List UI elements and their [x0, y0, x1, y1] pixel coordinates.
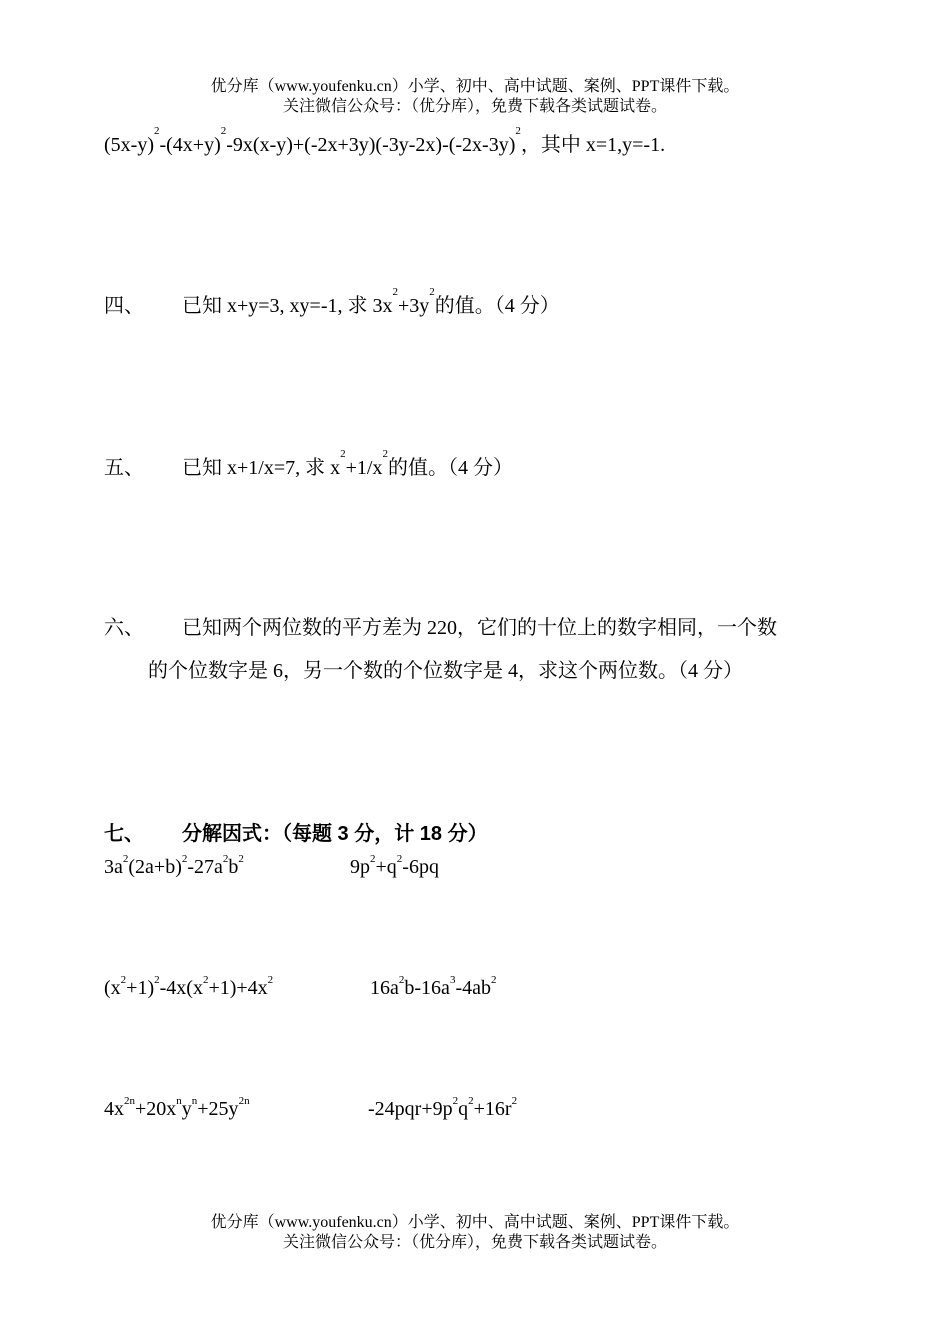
factor-item-2: $9p^2+q^2-6pq$	[350, 853, 439, 878]
q6-number: 六、	[104, 617, 144, 639]
factor-item-3: $(x^2+1)^2-4x(x^2+1)+4x^2$	[104, 974, 274, 999]
q5-text: 已知 x+1/x=7, 求 $x^2+1/x^2$的值。（4 分）	[182, 448, 513, 479]
q7-number: 七、	[104, 823, 144, 845]
header-line-2: 关注微信公众号：（优分库），免费下载各类试题试卷。	[282, 98, 667, 115]
q6-line-1: 已知两个两位数的平方差为 220，它们的十位上的数字相同，一个数	[182, 617, 777, 639]
footer-line-2: 关注微信公众号：（优分库），免费下载各类试题试卷。	[282, 1234, 667, 1251]
q4-number: 四、	[104, 295, 144, 317]
factor-item-4: $16a^2b-16a^3-4ab^2$	[370, 974, 497, 999]
factor-item-6: $-24pqr+9p^2q^2+16r^2$	[368, 1095, 518, 1120]
factor-item-5: $4x^{2n}+20x^ny^n+25y^{2n}$	[104, 1095, 250, 1120]
q6-line-2: 的个位数字是 6，另一个数的个位数字是 4，求这个两位数。（4 分）	[148, 660, 743, 682]
footer-line-1: 优分库（www.youfenku.cn）小学、初中、高中试题、案例、PPT课件下载。	[210, 1214, 740, 1231]
q3-expression: $(5x-y)^2-(4x+y)^2-9x(x-y)+(-2x+3y)(-3y-2x)-(-2x-3y)^2$，其中 x=1,y=-1.	[104, 125, 666, 156]
q5-number: 五、	[104, 457, 144, 479]
q7-title: 分解因式：（每题 3 分，计 18 分）	[182, 823, 488, 845]
q4-text: 已知 x+y=3, xy=-1, 求 $3x^2+3y^2$的值。（4 分）	[182, 286, 560, 317]
header-line-1: 优分库（www.youfenku.cn）小学、初中、高中试题、案例、PPT课件下载。	[210, 78, 740, 95]
factor-item-1: $3a^2(2a+b)^2-27a^2b^2$	[104, 853, 244, 878]
